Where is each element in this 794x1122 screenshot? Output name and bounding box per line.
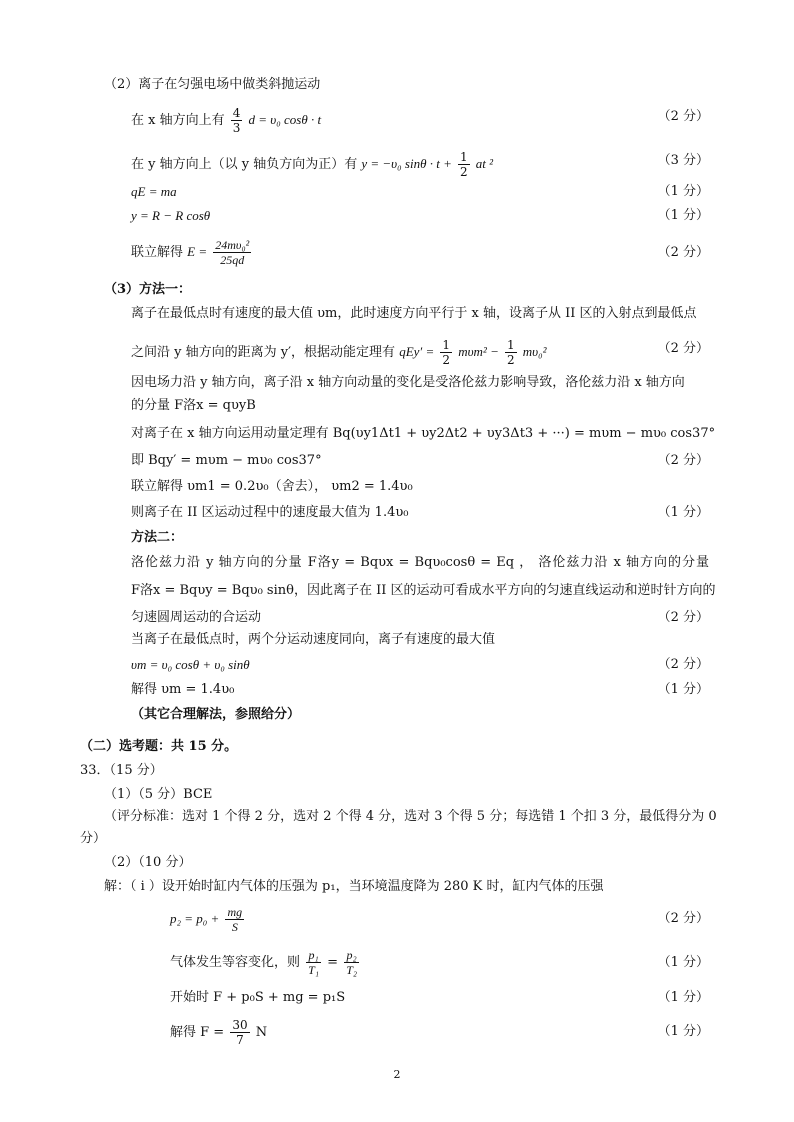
score: （3 分） bbox=[657, 153, 709, 168]
pressure-equation: p₂ = p₀ + $\frac{mg}{S}$ bbox=[170, 905, 243, 934]
fraction-p1-T1: $\frac{\text{p₁}}{\text{T₁}}$ bbox=[308, 948, 320, 977]
isochoric-equation: 气体发生等容变化，则 $\frac{\text{p₁}}{\text{T₁}}$ = $\frac{\text{p₂}}{\text{T₂}}$ bbox=[170, 948, 358, 977]
score: （1 分） bbox=[657, 990, 709, 1005]
grading-rule-line1: （评分标准：选对 1 个得 2 分，选对 2 个得 4 分，选对 3 个得 5 分；每选错 1 个扣 3 分，最低得分为 0 bbox=[104, 809, 717, 824]
score: （1 分） bbox=[657, 955, 709, 970]
fraction-1-2: $\frac{1}{2}$ bbox=[460, 150, 468, 179]
score: （1 分） bbox=[657, 682, 709, 697]
question-33: 33．（15 分） bbox=[80, 763, 163, 778]
fraction-p2-T2: $\frac{\text{p₂}}{\text{T₂}}$ bbox=[346, 948, 358, 977]
part3-method1-title: （3）方法一： bbox=[104, 282, 192, 297]
method2-line1: 洛伦兹力沿 y 轴方向的分量 F洛y = Bqυx = Bqυ₀cosθ = Eq ， 洛伦兹力沿 x 轴方向的分量 bbox=[131, 555, 709, 570]
grading-rule-line2: 分） bbox=[80, 831, 107, 846]
y-displacement-equation: y = R − R cosθ bbox=[131, 208, 211, 223]
method1-line8: 则离子在 II 区运动过程中的速度最大值为 1.4υ₀ bbox=[131, 505, 409, 520]
section-title: （二）选考题：共 15 分。 bbox=[80, 739, 238, 754]
question-33-part1: （1）（5 分）BCE bbox=[104, 787, 213, 802]
method2-line2: F洛x = Bqυy = Bqυ₀ sinθ，因此离子在 II 区的运动可看成水平方向的匀速直线运动和逆时针方向的 bbox=[131, 583, 716, 598]
method2-line4: 当离子在最低点时，两个分运动速度同向，离子有速度的最大值 bbox=[131, 632, 496, 647]
method1-line3: 因电场力沿 y 轴方向，离子沿 x 轴方向动量的变化是受洛伦兹力影响导致，洛伦兹力沿 x 轴方向 bbox=[131, 375, 685, 390]
score: （1 分） bbox=[657, 505, 709, 520]
method1-line2: 之间沿 y 轴方向的距离为 y′，根据动能定理有 qEy′ = $\frac{1}{2}$ mυm² − $\frac{1}{2}$ mυ₀² bbox=[131, 338, 547, 367]
fraction-E: $\frac{\text{24mυ₀²}}{25qd}$ bbox=[215, 238, 250, 267]
fraction-4-3: $\frac{4}{3}$ bbox=[232, 106, 241, 135]
method2-line3: 匀速圆周运动的合运动 bbox=[131, 610, 262, 625]
score: （2 分） bbox=[657, 911, 709, 926]
score: （2 分） bbox=[657, 610, 709, 625]
force-balance-equation: 开始时 F + p₀S + mg = p₁S bbox=[170, 990, 346, 1005]
question-33-part2: （2）（10 分） bbox=[104, 855, 192, 870]
part2-title: （2）离子在匀强电场中做类斜抛运动 bbox=[104, 77, 321, 92]
score: （2 分） bbox=[657, 657, 709, 672]
fraction-30-7: $\frac{30}{7}$ bbox=[232, 1018, 248, 1047]
method1-line1: 离子在最低点时有速度的最大值 υm，此时速度方向平行于 x 轴，设离子从 II 区的入射点到最低点 bbox=[131, 306, 697, 321]
method1-line7: 联立解得 υm1 = 0.2υ₀（舍去）， υm2 = 1.4υ₀ bbox=[131, 479, 413, 494]
score: （1 分） bbox=[657, 184, 709, 199]
fraction-mg-S: $\frac{mg}{S}$ bbox=[227, 905, 243, 934]
method1-line4: 的分量 F洛x = qυyB bbox=[131, 398, 256, 413]
page-number: 2 bbox=[393, 1068, 401, 1081]
score: （2 分） bbox=[657, 109, 709, 124]
y-axis-equation: 在 y 轴方向上（以 y 轴负方向为正）有 y = −υ₀ sinθ · t + $\frac{1}{2}$ at ² bbox=[131, 150, 494, 179]
force-equation: qE = ma bbox=[131, 184, 177, 199]
fraction-1-2: $\frac{1}{2}$ bbox=[442, 338, 451, 367]
method1-line5: 对离子在 x 轴方向运用动量定理有 Bq(υy1Δt1 + υy2Δt2 + υy3Δt3 + ···) = mυm − mυ₀ cos37° bbox=[131, 426, 716, 441]
other-methods-note: （其它合理解法，参照给分） bbox=[131, 707, 301, 722]
method1-line6: 即 Bqy′ = mυm − mυ₀ cos37° bbox=[131, 453, 322, 468]
method2-line6: 解得 υm = 1.4υ₀ bbox=[131, 682, 235, 697]
score: （2 分） bbox=[657, 341, 709, 356]
solution-intro: 解：（ i ）设开始时缸内气体的压强为 p₁，当环境温度降为 280 K 时，缸内气体的压强 bbox=[104, 879, 604, 894]
score: （1 分） bbox=[657, 208, 709, 223]
score: （2 分） bbox=[657, 453, 709, 468]
field-result: 联立解得 E = $\frac{\text{24mυ₀²}}{25qd}$ bbox=[131, 238, 250, 267]
force-result: 解得 F = $\frac{30}{7}$ N bbox=[170, 1018, 268, 1047]
method2-title: 方法二： bbox=[131, 530, 184, 545]
score: （2 分） bbox=[657, 245, 709, 260]
x-axis-equation: 在 x 轴方向上有 $\frac{4}{3}$ d = υ₀ cosθ · t bbox=[131, 106, 322, 135]
fraction-1-2: $\frac{1}{2}$ bbox=[507, 338, 515, 367]
score: （1 分） bbox=[657, 1024, 709, 1039]
method2-line5: υm = υ₀ cosθ + υ₀ sinθ bbox=[131, 657, 250, 672]
